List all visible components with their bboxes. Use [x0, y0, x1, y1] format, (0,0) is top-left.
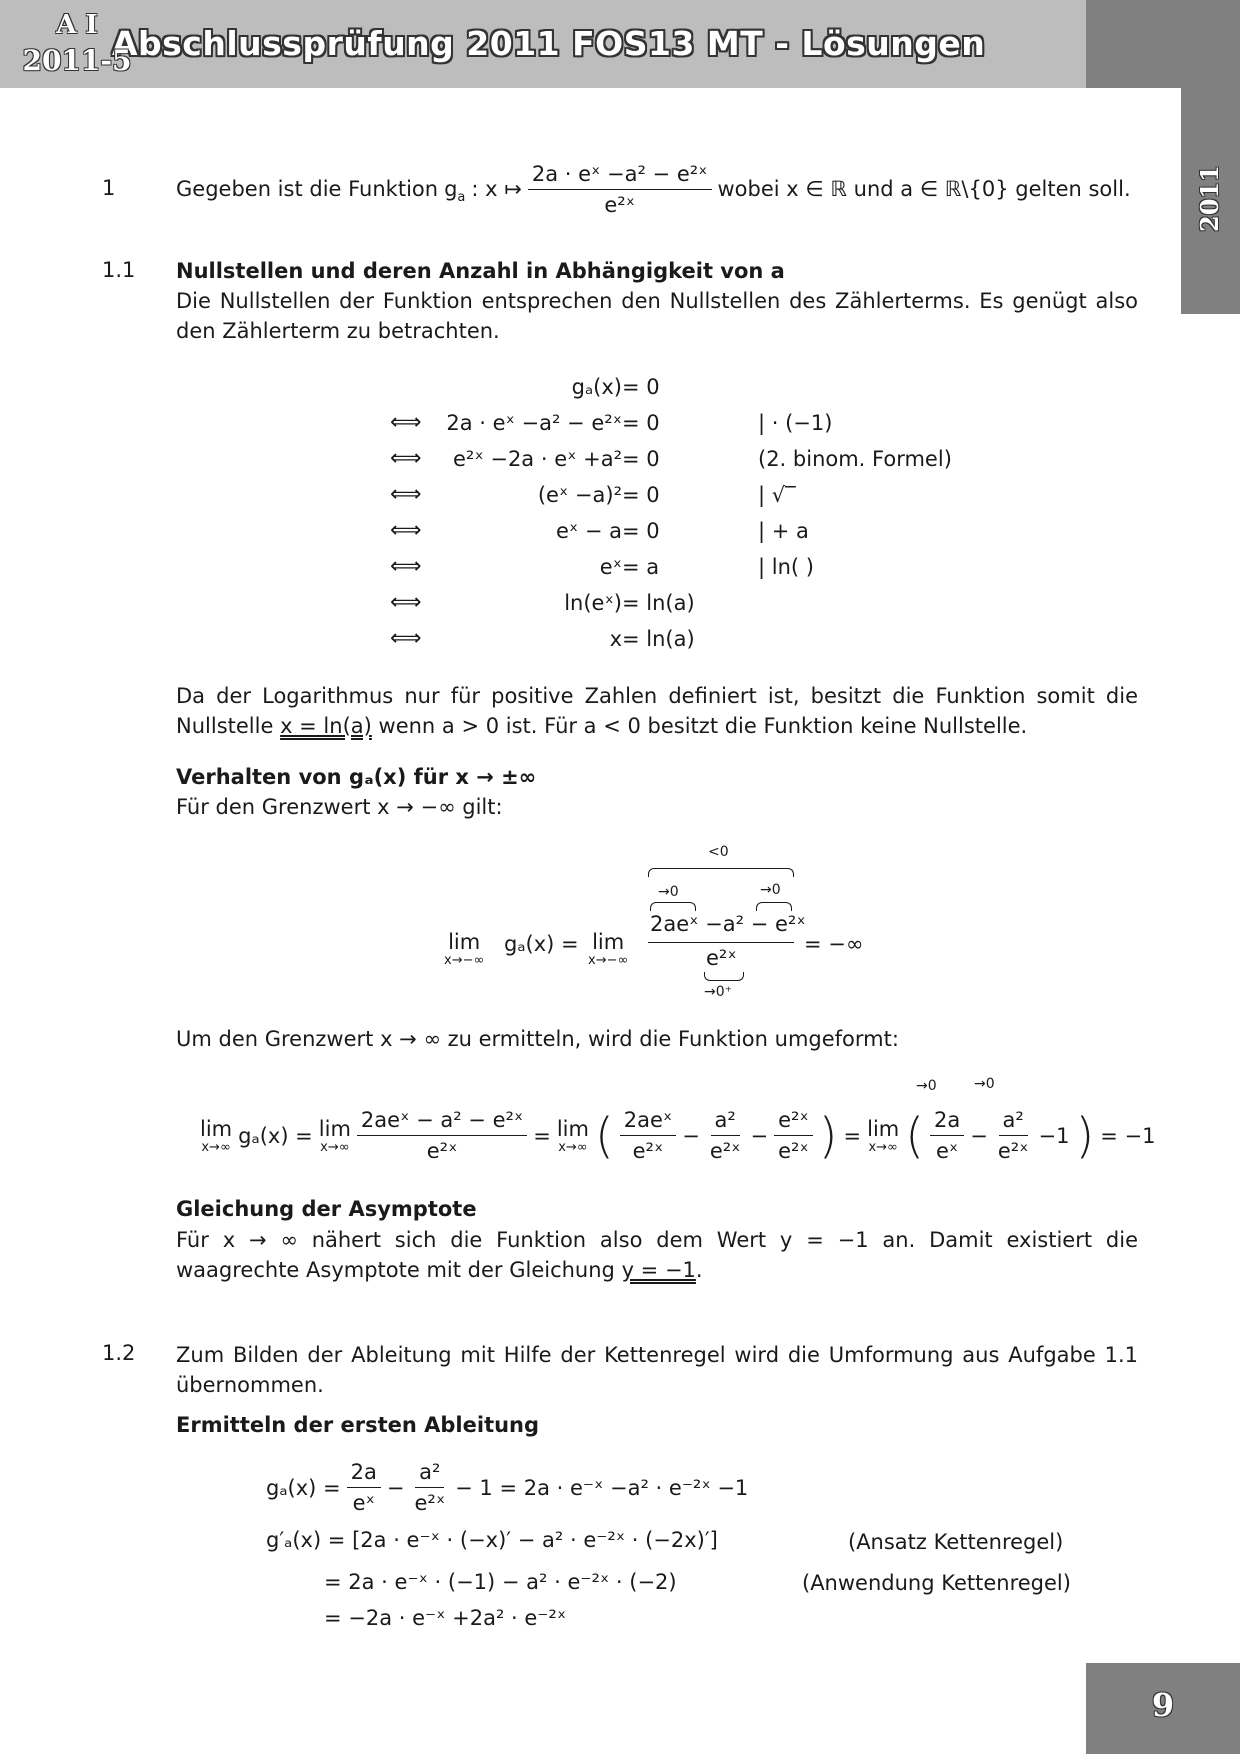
- result-underlined: y = −1: [621, 1258, 696, 1282]
- numerator: a²: [711, 1108, 740, 1136]
- lim-operator: [200, 1117, 232, 1154]
- function-name: [444, 177, 466, 206]
- equation-lhs: x: [609, 627, 622, 651]
- left-paren: (: [594, 1107, 614, 1164]
- denominator: e²ˣ: [414, 1491, 446, 1515]
- left-paren: (: [905, 1107, 924, 1164]
- lim-text: lim: [592, 930, 625, 954]
- lim-subscript: x→∞: [320, 1140, 350, 1155]
- lim-text: lim: [200, 1117, 233, 1141]
- conclusion-text-cont: wenn a > 0 ist. Für a < 0 besitzt die Funktion keine Nullstelle.: [378, 714, 1028, 738]
- fraction: [774, 1108, 813, 1163]
- equation-rhs: = ln(a): [622, 591, 695, 615]
- equation-row: [0, 370, 1000, 404]
- denominator: e²ˣ: [778, 1139, 809, 1163]
- numerator: 2aeˣ − a² − e²ˣ: [357, 1108, 527, 1136]
- equiv-arrow: ⟺: [390, 482, 422, 507]
- paragraph: Für x → ∞ nähert sich die Funktion also dem Wert y = −1 an. Damit existiert die waagrechte Asymptote mit der Gleichung y = −1.: [176, 1228, 1138, 1282]
- numerator: a²: [415, 1460, 444, 1488]
- denominator: e²ˣ: [709, 1139, 741, 1163]
- equation-lhs: (eˣ −a)²: [537, 483, 622, 507]
- numerator: 2a: [347, 1460, 381, 1488]
- equation-note: | + a: [758, 519, 809, 543]
- equation-lhs: 2a · eˣ −a² − e²ˣ: [446, 411, 622, 435]
- equation-lhs: e²ˣ −2a · eˣ +a²: [453, 447, 622, 471]
- fraction: [706, 1108, 745, 1163]
- equiv-arrow: ⟺: [390, 626, 422, 651]
- equiv-arrow: ⟺: [390, 446, 422, 471]
- equation-rhs: = 0: [622, 447, 660, 471]
- equation-rhs: = ln(a): [622, 627, 695, 651]
- derivative-line2: [266, 1528, 718, 1552]
- derivative-note: (Anwendung Kettenregel): [802, 1571, 1071, 1595]
- equation-lhs: eˣ − a: [555, 519, 622, 543]
- lim-text: lim: [867, 1117, 900, 1141]
- fraction: [930, 1108, 964, 1163]
- fraction-bar: [648, 942, 794, 943]
- equals-sign: =: [533, 1123, 551, 1148]
- right-paren: ): [1075, 1107, 1095, 1164]
- result-underlined: x = ln(a): [280, 714, 372, 738]
- denominator: e²ˣ: [997, 1139, 1029, 1163]
- equation-row: [0, 406, 1000, 440]
- paragraph: Die Nullstellen der Funktion entsprechen den Nullstellen des Zählerterms. Es genügt also den Zählerterm zu betrachten.: [176, 289, 1138, 343]
- lim-subscript: x→∞: [201, 1140, 231, 1155]
- lim-subscript: x→−∞: [444, 953, 485, 968]
- equation-row: [0, 586, 1000, 620]
- equation-rhs: = a: [622, 555, 660, 579]
- function-maps: : x ↦: [471, 177, 522, 201]
- function-subscript: a: [457, 190, 466, 206]
- denominator: e²ˣ: [632, 1139, 664, 1163]
- overbrace-label: <0: [708, 844, 729, 860]
- equation-row: [0, 622, 1000, 656]
- derivative-rhs: [2a · e⁻ˣ · (−x)′ − a² · e⁻²ˣ · (−2x)′]: [352, 1528, 718, 1552]
- equation-row: [0, 550, 1000, 584]
- overbrace: [756, 902, 792, 911]
- derivative-lhs: g′ₐ(x) =: [266, 1528, 346, 1552]
- equiv-arrow: ⟺: [390, 590, 422, 615]
- lim-subscript: x→∞: [558, 1140, 588, 1155]
- limit-neg-formula: [444, 840, 964, 1010]
- derivative-rhs: − 1 = 2a · e⁻ˣ −a² · e⁻²ˣ −1: [455, 1475, 749, 1500]
- derivative-lhs: gₐ(x) =: [266, 1475, 341, 1500]
- task1-statement: [176, 158, 1131, 220]
- overbrace-label: →0: [658, 884, 679, 900]
- equation-row: [0, 514, 1000, 548]
- equation-note: | · (−1): [758, 411, 833, 435]
- header-code-line2: 2011-5: [22, 44, 132, 77]
- equation-note: | ln( ): [758, 555, 814, 579]
- overbrace: [650, 902, 696, 911]
- equation-note: | √‾: [758, 483, 796, 507]
- limit-result: = −∞: [804, 932, 864, 956]
- lim-text: lim: [556, 1117, 589, 1141]
- lim-operator: [557, 1117, 589, 1154]
- task-number: 1.1: [102, 258, 136, 282]
- function-fraction: [528, 162, 712, 217]
- underbrace: [704, 972, 744, 981]
- equiv-arrow: ⟺: [390, 518, 422, 543]
- derivative-line4: = −2a · e⁻ˣ +2a² · e⁻²ˣ: [324, 1606, 567, 1630]
- overbrace: [648, 868, 794, 877]
- lim-subscript: x→∞: [868, 1140, 898, 1155]
- overbrace-label: →0: [760, 882, 781, 898]
- minus-one: −1: [1038, 1123, 1070, 1148]
- section-heading: Verhalten von gₐ(x) für x → ±∞: [176, 765, 537, 789]
- minus-sign: −: [386, 1475, 405, 1500]
- fraction: [410, 1460, 449, 1515]
- task1-intro: Gegeben ist die Funktion: [176, 177, 439, 201]
- limit-lhs: gₐ(x) =: [238, 1123, 313, 1148]
- function-letter: g: [444, 177, 458, 201]
- numerator: 2aeˣ: [620, 1108, 676, 1136]
- function-numerator: 2a · eˣ −a² − e²ˣ: [528, 162, 712, 190]
- equation-lhs: eˣ: [599, 555, 622, 579]
- lim-text: lim: [318, 1117, 351, 1141]
- overbrace-label: →0: [974, 1076, 995, 1092]
- fraction: [357, 1108, 527, 1163]
- equiv-arrow: ⟺: [390, 410, 422, 435]
- asymptote-text: Für x → ∞ nähert sich die Funktion also dem Wert y = −1 an. Damit existiert die waagrechte Asymptote mit der Gleichung: [176, 1228, 1138, 1282]
- function-condition: wobei x ∈ ℝ und a ∈ ℝ\{0} gelten soll.: [717, 177, 1131, 201]
- equals-sign: =: [843, 1123, 862, 1148]
- equation-block: [0, 370, 1000, 660]
- equation-note: (2. binom. Formel): [758, 447, 952, 471]
- limit-result: = −1: [1100, 1123, 1156, 1148]
- lim-operator: [588, 930, 628, 967]
- lim-text: lim: [448, 930, 481, 954]
- derivative-note: (Ansatz Kettenregel): [848, 1530, 1064, 1554]
- lim-operator: [444, 930, 484, 967]
- conclusion-text: Da der Logarithmus nur für positive Zahlen definiert ist, besitzt die Funktion somit die Nullstelle: [176, 684, 1138, 738]
- side-tab-year: 2011: [1195, 165, 1224, 232]
- derivative-line3: = 2a · e⁻ˣ · (−1) − a² · e⁻²ˣ · (−2): [324, 1570, 677, 1594]
- header-code-box: [1086, 0, 1240, 88]
- minus-sign: −: [750, 1123, 769, 1148]
- limit-lhs: gₐ(x) =: [504, 932, 579, 956]
- limit-pos-formula: [200, 1074, 1156, 1184]
- limit-denominator: e²ˣ: [706, 946, 737, 970]
- lim-subscript: x→−∞: [588, 953, 629, 968]
- lim-operator: [867, 1117, 899, 1154]
- underbrace-label: →0⁺: [704, 984, 733, 1000]
- section-heading: Nullstellen und deren Anzahl in Abhängigkeit von a: [176, 259, 785, 283]
- limit-numerator: 2aeˣ −a² − e²ˣ: [650, 912, 806, 936]
- task-number: 1.2: [102, 1341, 136, 1365]
- function-denominator: e²ˣ: [604, 192, 635, 217]
- paragraph: Für den Grenzwert x → −∞ gilt:: [176, 795, 503, 819]
- section-heading: Gleichung der Asymptote: [176, 1197, 477, 1221]
- paragraph: Zum Bilden der Ableitung mit Hilfe der Kettenregel wird die Umformung aus Aufgabe 1.1 übernommen.: [176, 1343, 1138, 1397]
- equation-lhs: gₐ(x): [571, 375, 622, 399]
- numerator: a²: [999, 1108, 1028, 1136]
- minus-sign: −: [970, 1123, 988, 1148]
- numerator: 2a: [930, 1108, 964, 1136]
- lim-operator: [319, 1117, 351, 1154]
- page-title: Abschlussprüfung 2011 FOS13 MT - Lösungen: [112, 24, 986, 63]
- fraction: [994, 1108, 1033, 1163]
- minus-sign: −: [682, 1123, 700, 1148]
- right-paren: ): [818, 1107, 838, 1164]
- limit-pos-line: [200, 1108, 1155, 1163]
- paragraph: [176, 681, 1138, 741]
- header-code-line1: A I: [56, 10, 98, 40]
- equation-rhs: = 0: [622, 483, 660, 507]
- denominator: e²ˣ: [426, 1139, 458, 1163]
- page-number: 9: [1151, 1686, 1175, 1724]
- task-number: 1: [102, 176, 116, 200]
- equiv-arrow: ⟺: [390, 554, 422, 579]
- section-heading: Ermitteln der ersten Ableitung: [176, 1413, 540, 1437]
- equation-rhs: = 0: [622, 375, 660, 399]
- equation-row: [0, 478, 1000, 512]
- equation-rhs: = 0: [622, 411, 660, 435]
- derivative-line1: [266, 1460, 748, 1515]
- numerator: e²ˣ: [774, 1108, 813, 1136]
- equation-row: [0, 442, 1000, 476]
- equation-lhs: ln(eˣ): [564, 591, 622, 615]
- overbrace-label: →0: [916, 1078, 937, 1094]
- denominator: eˣ: [352, 1491, 375, 1515]
- fraction: [620, 1108, 676, 1163]
- fraction: [347, 1460, 381, 1515]
- denominator: eˣ: [935, 1139, 959, 1163]
- equation-rhs: = 0: [622, 519, 660, 543]
- paragraph: Um den Grenzwert x → ∞ zu ermitteln, wird die Funktion umgeformt:: [176, 1027, 899, 1051]
